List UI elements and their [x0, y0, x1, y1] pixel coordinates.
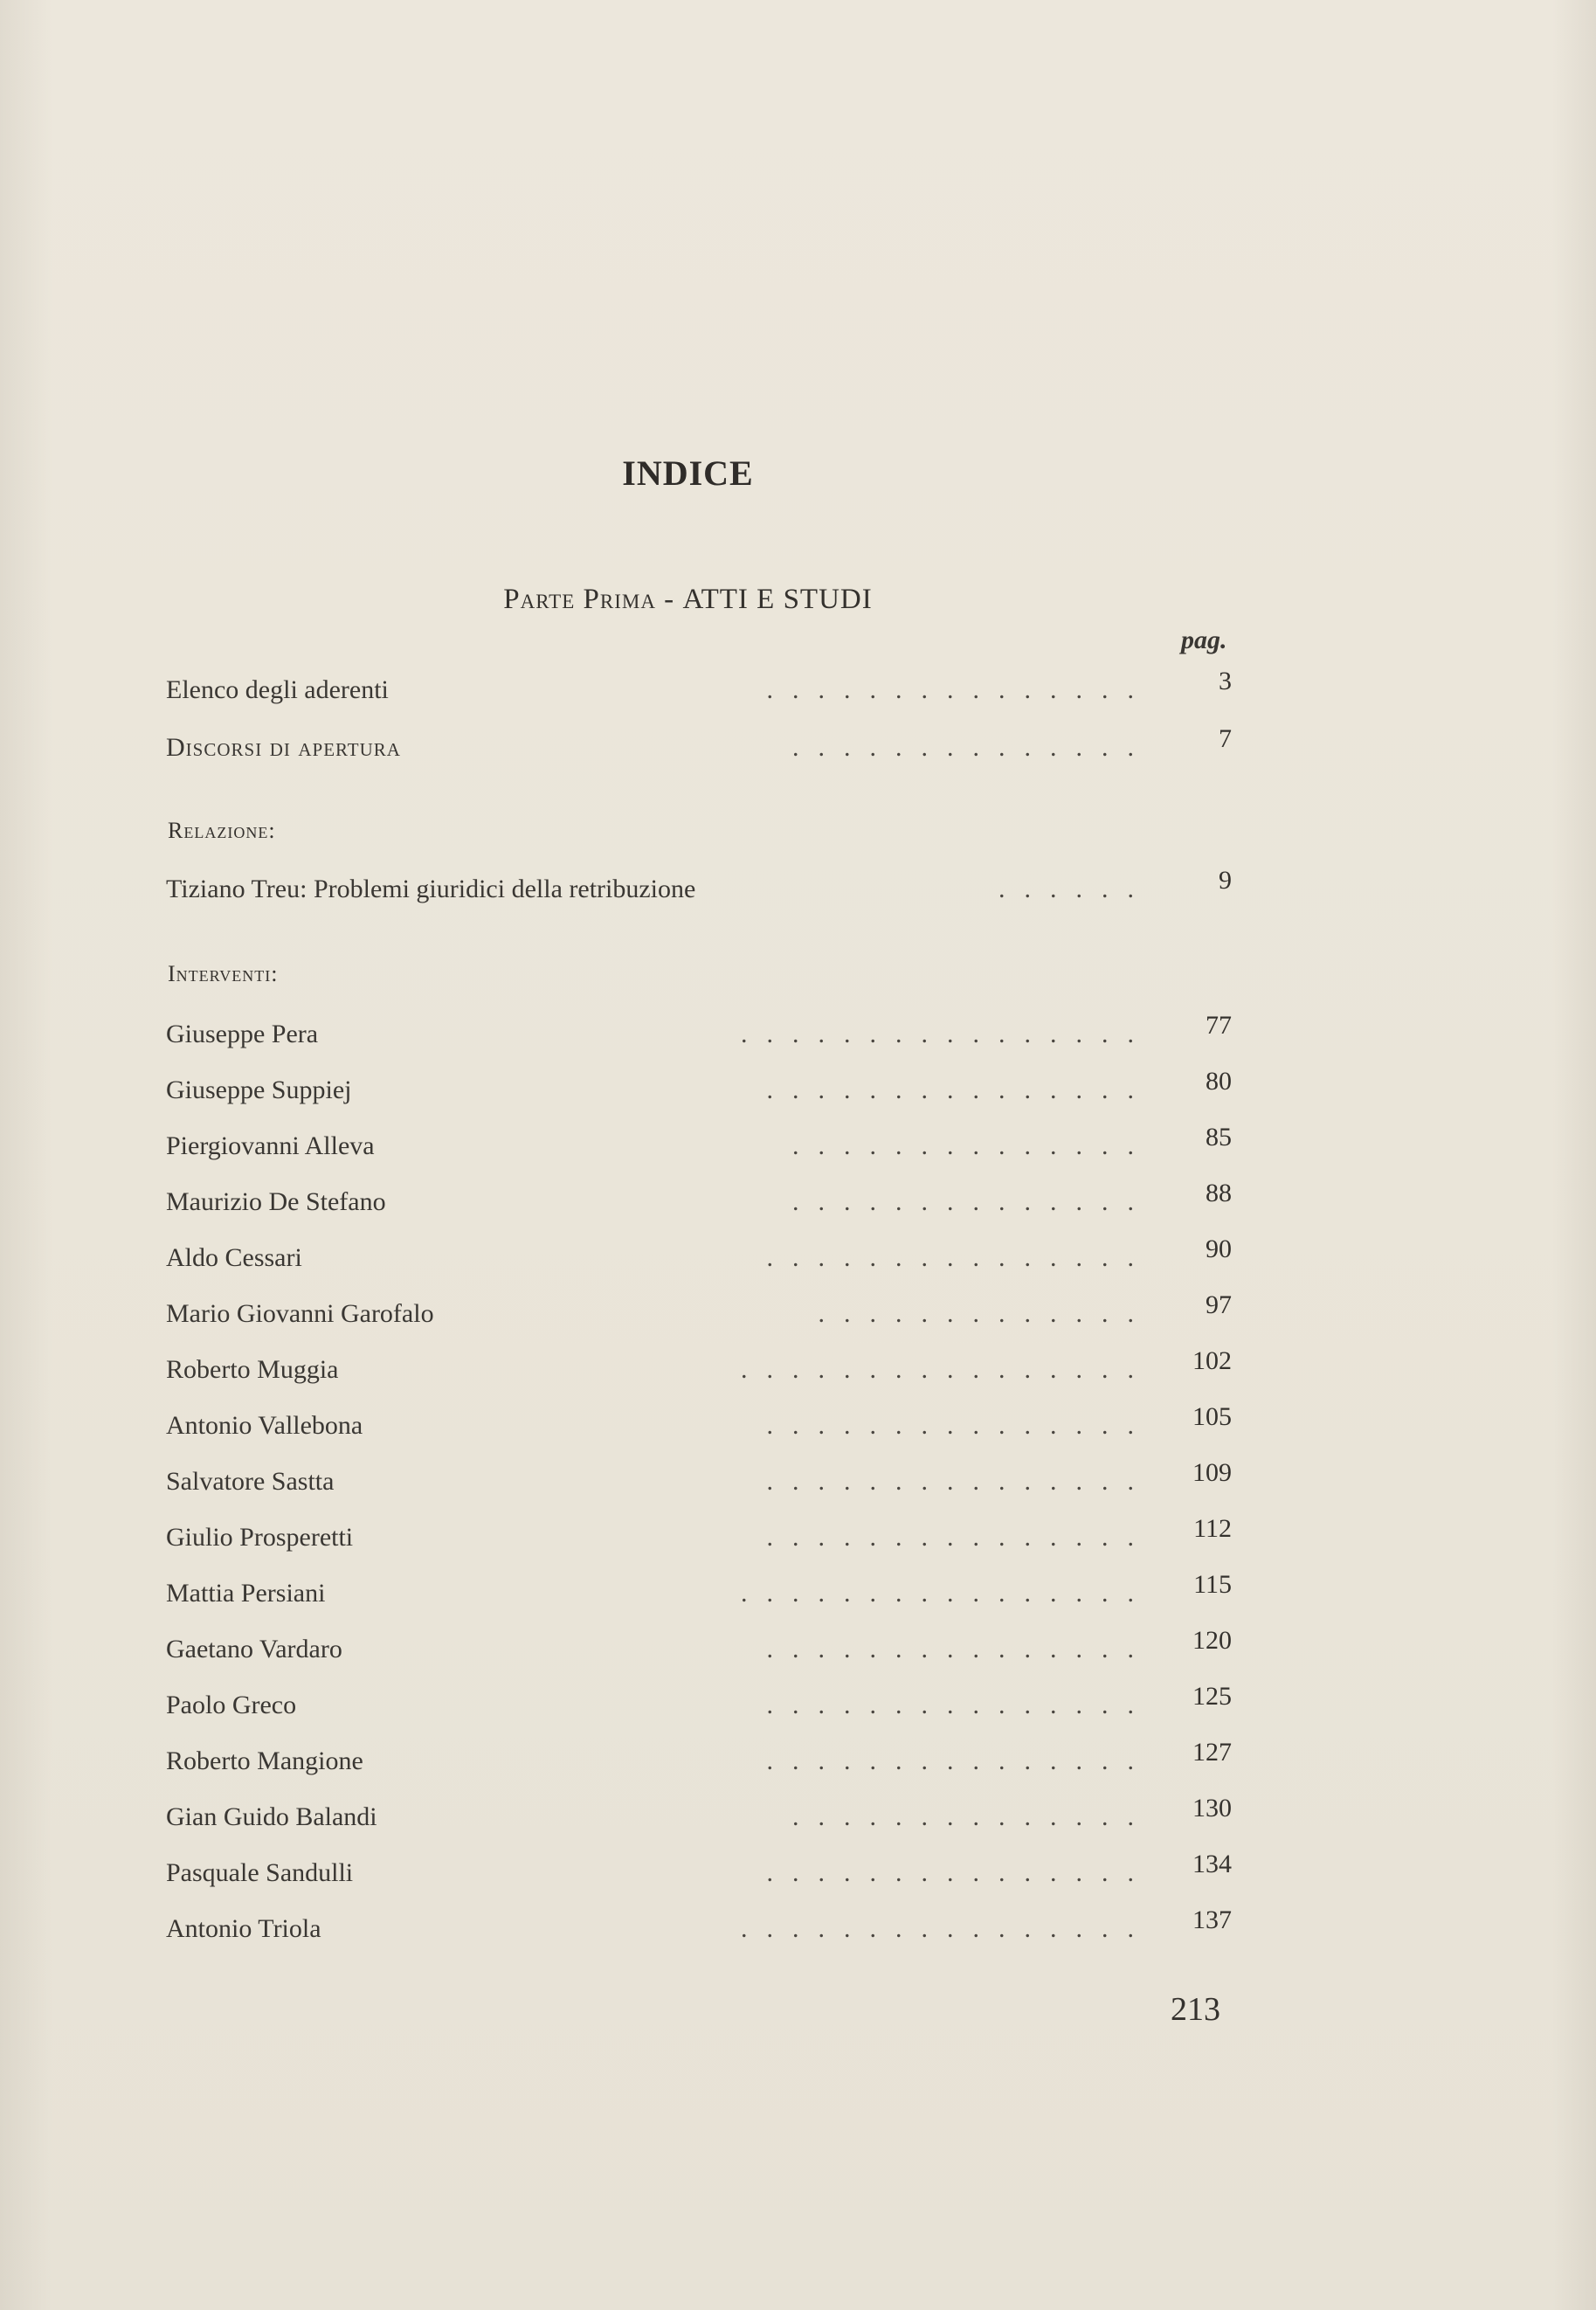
toc-entry-page: 97 — [1206, 1290, 1232, 1319]
toc-entry-label: Pasquale Sandulli — [166, 1858, 354, 1887]
leader-dots: ............... — [766, 1467, 1153, 1496]
toc-entry-label: Roberto Mangione — [166, 1746, 363, 1775]
toc-entry-label: Antonio Triola — [166, 1914, 321, 1943]
toc-entry-label: Aldo Cessari — [166, 1243, 302, 1272]
toc-entry — [166, 1682, 1232, 1725]
toc-entry-label: Giulio Prosperetti — [166, 1523, 354, 1552]
toc-entry — [166, 1123, 1232, 1165]
toc-entry-page: 127 — [1192, 1738, 1232, 1767]
part-heading — [0, 584, 1376, 616]
toc-entry — [166, 866, 1232, 909]
toc-entry-page: 80 — [1206, 1067, 1232, 1096]
toc-entry-label: Mattia Persiani — [166, 1579, 326, 1608]
leader-dots: ............... — [766, 1691, 1153, 1719]
toc-entry-label: Antonio Vallebona — [166, 1411, 363, 1440]
toc-entry — [166, 1738, 1232, 1781]
pag-column-label: pag. — [1181, 626, 1227, 654]
toc-entry-page: 3 — [1219, 667, 1232, 695]
toc-entry — [166, 1905, 1232, 1948]
toc-entry — [166, 1011, 1232, 1054]
leader-dots: ............... — [766, 1075, 1153, 1104]
toc-entry-label: Salvatore Sastta — [166, 1467, 335, 1496]
toc-entry — [166, 1179, 1232, 1221]
toc-entry-label: Paolo Greco — [166, 1691, 297, 1719]
toc-entry — [166, 1850, 1232, 1892]
index-title: INDICE — [622, 453, 754, 493]
toc-entry-page: 137 — [1192, 1905, 1232, 1934]
page-number: 213 — [1171, 1991, 1220, 2028]
leader-dots: ................ — [741, 1914, 1153, 1943]
toc-entry — [166, 1346, 1232, 1389]
toc-entry-label: Mario Giovanni Garofalo — [166, 1299, 434, 1328]
toc-entry — [166, 1626, 1232, 1669]
leader-dots: ................ — [741, 1355, 1153, 1384]
toc-entry — [166, 1235, 1232, 1277]
toc-entry — [166, 1458, 1232, 1501]
toc-entry — [166, 1514, 1232, 1557]
toc-entry — [166, 667, 1232, 709]
part-name: ATTI E STUDI — [682, 584, 873, 615]
toc-entry-page: 105 — [1192, 1402, 1232, 1431]
toc-entry-label: Elenco degli aderenti — [166, 675, 389, 704]
toc-entry-page: 77 — [1206, 1011, 1232, 1040]
toc-entry-page: 115 — [1193, 1570, 1232, 1599]
part-prefix: Parte Prima - — [503, 584, 683, 615]
leader-dots: ............... — [766, 675, 1153, 704]
toc-entry-page: 109 — [1192, 1458, 1232, 1487]
section-heading-relazione: Relazione: — [168, 818, 276, 843]
leader-dots: ............... — [766, 1411, 1153, 1440]
toc-entry — [166, 1290, 1232, 1333]
leader-dots: ................ — [741, 1020, 1153, 1048]
toc-entry — [166, 1570, 1232, 1613]
toc-entry-page: 7 — [1219, 724, 1232, 753]
toc-entry-page: 85 — [1206, 1123, 1232, 1152]
toc-entry-page: 130 — [1192, 1794, 1232, 1822]
toc-entry-page: 90 — [1206, 1235, 1232, 1263]
toc-entry — [166, 1402, 1232, 1445]
toc-entry-label: Piergiovanni Alleva — [166, 1131, 375, 1160]
toc-entry-page: 102 — [1192, 1346, 1232, 1375]
leader-dots: ............... — [766, 1746, 1153, 1775]
toc-entry-label: Giuseppe Suppiej — [166, 1075, 352, 1104]
leader-dots: .............. — [792, 1802, 1153, 1831]
toc-entry-page: 125 — [1192, 1682, 1232, 1711]
toc-entry-label: Discorsi di apertura — [166, 733, 401, 762]
toc-entry-page: 134 — [1192, 1850, 1232, 1878]
leader-dots: ............... — [766, 1635, 1153, 1663]
toc-entry-page: 9 — [1219, 866, 1232, 895]
toc-entry-label: Roberto Muggia — [166, 1355, 339, 1384]
leader-dots: .............. — [792, 1131, 1153, 1160]
section-heading-interventi: Interventi: — [168, 961, 279, 986]
leader-dots: .............. — [792, 733, 1153, 762]
toc-entry-label: Tiziano Treu: Problemi giuridici della retribuzione — [166, 875, 696, 903]
toc-entry — [166, 724, 1232, 767]
leader-dots: ................ — [741, 1579, 1153, 1608]
leader-dots: ............... — [766, 1523, 1153, 1552]
toc-entry-label: Gian Guido Balandi — [166, 1802, 377, 1831]
toc-entry-page: 120 — [1192, 1626, 1232, 1655]
toc-entry-page: 88 — [1206, 1179, 1232, 1207]
toc-entry — [166, 1067, 1232, 1110]
leader-dots: ............... — [766, 1858, 1153, 1887]
leader-dots: .............. — [792, 1187, 1153, 1216]
toc-entry — [166, 1794, 1232, 1836]
toc-entry-label: Gaetano Vardaro — [166, 1635, 342, 1663]
toc-entry-page: 112 — [1193, 1514, 1232, 1543]
leader-dots: ...... — [998, 875, 1153, 903]
toc-entry-label: Maurizio De Stefano — [166, 1187, 386, 1216]
leader-dots: ............... — [766, 1243, 1153, 1272]
toc-entry-label: Giuseppe Pera — [166, 1020, 319, 1048]
leader-dots: ............. — [818, 1299, 1153, 1328]
